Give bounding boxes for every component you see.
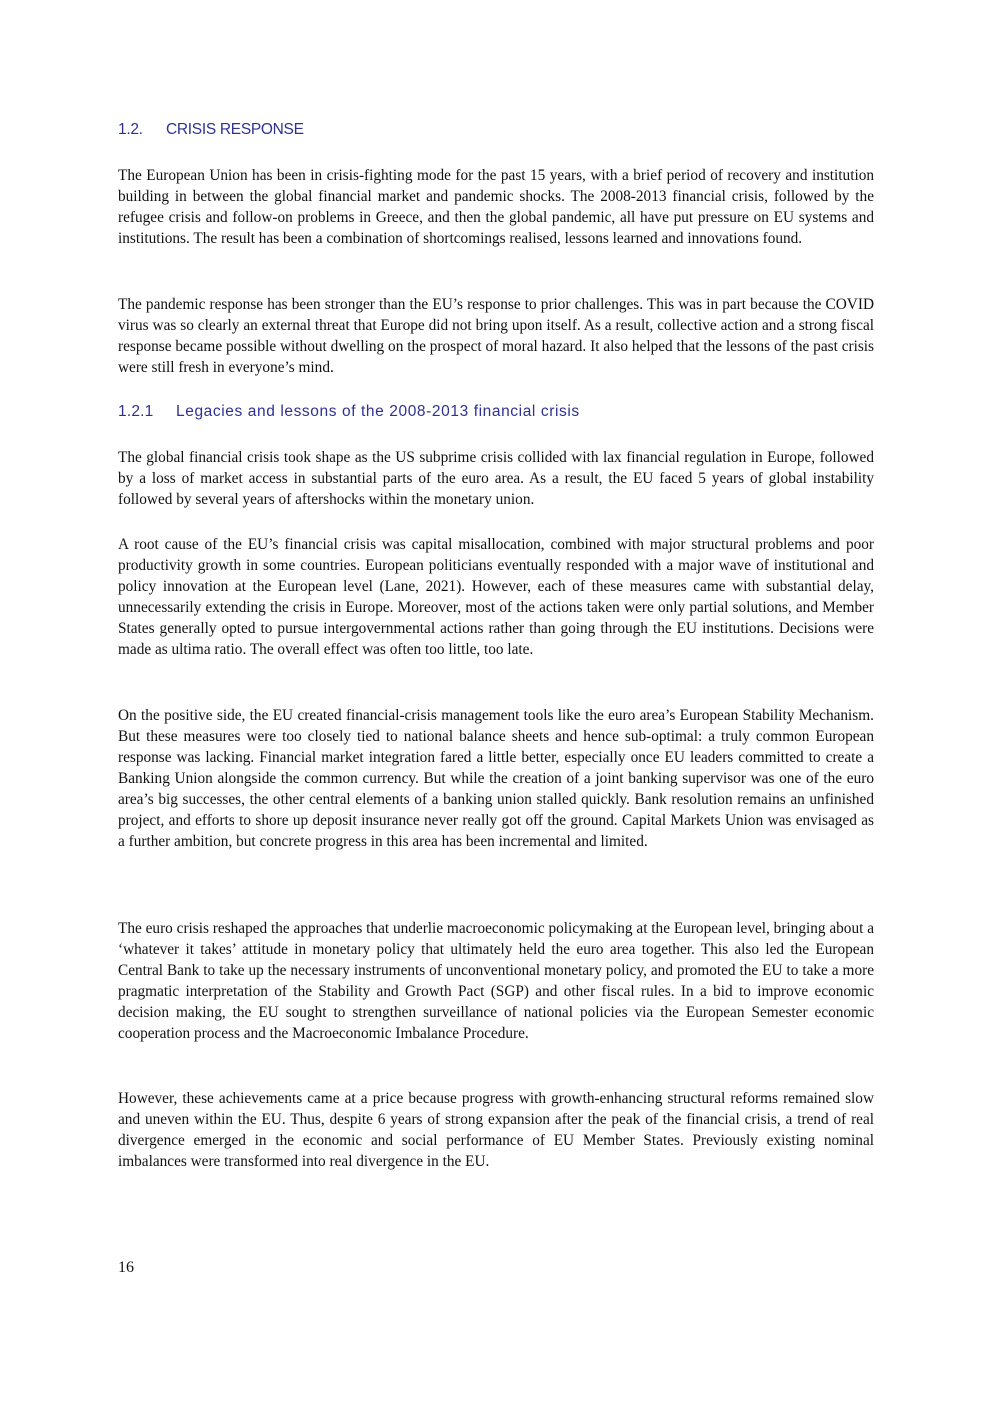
paragraph-global-financial-crisis: The global financial crisis took shape as the US subprime crisis collided with lax financial regulation in Europe, followed by a loss of market access in substantial parts of the euro area. As a result, the EU faced 5 years of global instability followed by several years of aftershocks within the monetary union. — [118, 449, 874, 508]
paragraph-euro-crisis: The euro crisis reshaped the approaches that underlie macroeconomic policymaking at the European level, bringing about a ‘whatever it takes’ attitude in monetary policy that ultimately held the euro area together. This also led the European Central Bank to take up the necessary instruments of unconventional monetary policy, and promoted the EU to take a more pragmatic interpretation of the Stability and Growth Pact (SGP) and other fiscal rules. In a bid to improve economic decision making, the EU sought to strengthen surveillance of national policies via the European Semester economic cooperation process and the Macroeconomic Imbalance Procedure. — [118, 920, 874, 1042]
paragraph-root-cause: A root cause of the EU’s financial crisis was capital misallocation, combined with major structural problems and poor productivity growth in some countries. European politicians eventually responded with a major wave of institutional and policy innovation at the European level (Lane, 2021). However, each of these measures came with substantial delay, unnecessarily extending the crisis in Europe. Moreover, most of the actions taken were only partial solutions, and Member States generally opted to pursue intergovernmental actions rather than going through the EU institutions. Decisions were made as ultima ratio. The overall effect was often too little, too late. — [118, 536, 874, 658]
paragraph-positive-side: On the positive side, the EU created financial-crisis management tools like the euro area’s European Stability Mechanism. But these measures were too closely tied to national balance sheets and hence sub-optimal: a truly common European response was lacking. Financial market integration fared a little better, especially once EU leaders committed to create a Banking Union alongside the common currency. But while the creation of a joint banking supervisor was one of the euro area’s big successes, the other central elements of a banking union stalled quickly. Bank resolution remains an unfinished project, and efforts to shore up deposit insurance never really got off the ground. Capital Markets Union was envisaged as a further ambition, but concrete progress in this area has been incremental and limited. — [118, 707, 874, 850]
section-number: 1.2. — [118, 121, 143, 138]
page-number: 16 — [118, 1259, 134, 1276]
paragraph-crisis-fighting-mode: The European Union has been in crisis-fighting mode for the past 15 years, with a brief period of recovery and institution building in between the global financial market and pandemic shocks. The 2008-2013 financial crisis, followed by the refugee crisis and follow-on problems in Greece, and then the global pandemic, all have put pressure on EU systems and institutions. The result has been a combination of shortcomings realised, lessons learned and innovations found. — [118, 167, 874, 247]
subsection-title: Legacies and lessons of the 2008-2013 financial crisis — [176, 403, 580, 420]
paragraph-achievements-price: However, these achievements came at a price because progress with growth-enhancing structural reforms remained slow and uneven within the EU. Thus, despite 6 years of strong expansion after the peak of the financial crisis, a trend of real divergence emerged in the economic and social performance of EU Member States. Previously existing nominal imbalances were transformed into real divergence in the EU. — [118, 1090, 874, 1170]
subsection-number: 1.2.1 — [118, 403, 154, 420]
section-title: CRISIS RESPONSE — [166, 121, 304, 138]
section-heading — [118, 121, 304, 139]
subsection-heading — [118, 403, 580, 421]
paragraph-pandemic-response: The pandemic response has been stronger than the EU’s response to prior challenges. This was in part because the COVID virus was so clearly an external threat that Europe did not bring upon itself. As a result, collective action and a strong fiscal response became possible without dwelling on the prospect of moral hazard. It also helped that the lessons of the past crisis were still fresh in everyone’s mind. — [118, 296, 874, 376]
